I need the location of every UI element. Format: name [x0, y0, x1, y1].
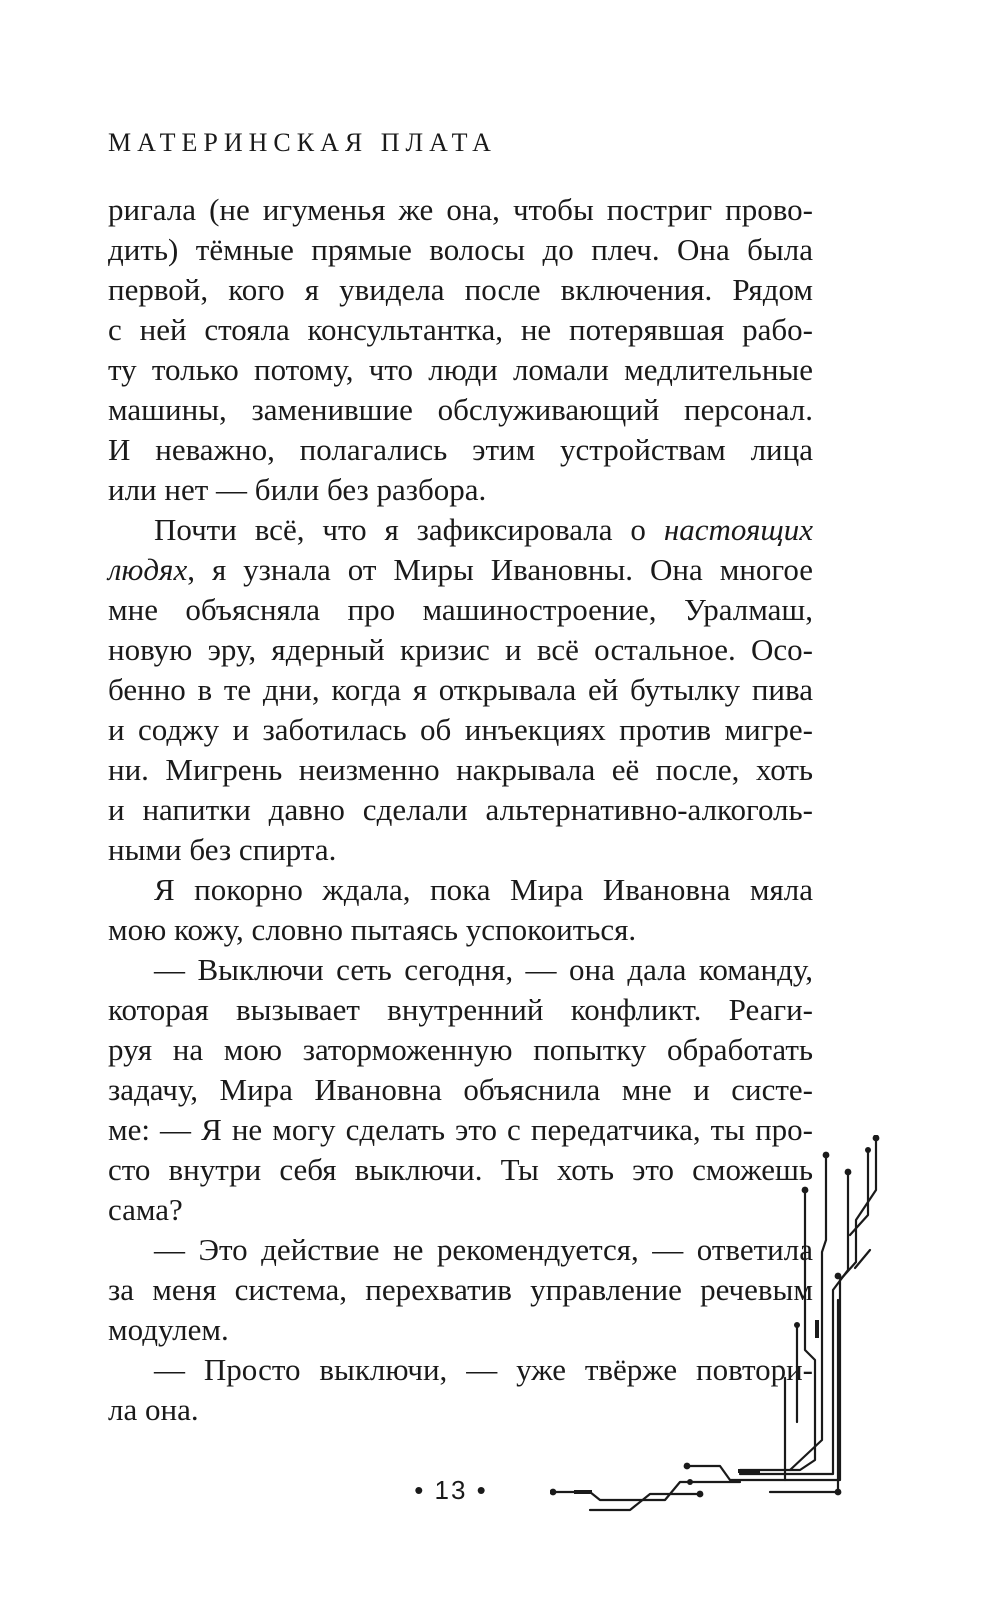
text-line: ными без спирта. — [108, 832, 337, 867]
text-line: Я покорно ждала, пока Мира Ивановна мяла — [154, 872, 813, 907]
text-line: машины, заменившие обслуживающий персонал. — [108, 392, 813, 427]
text-line: — Просто выключи, — уже твёрже повтори- — [154, 1352, 813, 1387]
text-line — [108, 550, 813, 590]
text-line: руя на мою заторможенную попытку обработать — [108, 1032, 813, 1067]
text-line: мою кожу, словно пытаясь успокоиться. — [108, 912, 637, 947]
text-segment: , я узнала от Миры Ивановны. Она многое — [187, 552, 813, 587]
italic-phrase: настоящих — [663, 512, 814, 547]
text-line: бенно в те дни, когда я открывала ей бутылку пива — [108, 672, 813, 707]
text-line: ме: — Я не могу сделать это с передатчика, ты про- — [108, 1112, 813, 1147]
text-line: ла она. — [108, 1392, 199, 1427]
text-line: которая вызывает внутренний конфликт. Реаги- — [108, 992, 813, 1027]
text-line: первой, кого я увидела после включения. Рядом — [108, 272, 813, 307]
text-line: сама? — [108, 1192, 183, 1227]
circuit-board-trace-icon — [550, 1135, 930, 1515]
text-line: модулем. — [108, 1312, 229, 1347]
text-line: — Это действие не рекомендуется, — ответила — [154, 1232, 813, 1267]
text-line: ту только потому, что люди ломали медлительные — [108, 352, 813, 387]
text-line: новую эру, ядерный кризис и всё остальное. Осо- — [108, 632, 813, 667]
text-line: мне объясняла про машиностроение, Уралмаш, — [108, 592, 813, 627]
text-line: ни. Мигрень неизменно накрывала её после, хоть — [108, 752, 813, 787]
text-line: дить) тёмные прямые волосы до плеч. Она была — [108, 232, 813, 267]
text-line: и соджу и заботилась об инъекциях против мигре- — [108, 712, 813, 747]
text-line: — Выключи сеть сегодня, — она дала команду, — [154, 952, 813, 987]
text-segment: Почти всё, что я зафиксировала о — [154, 512, 646, 547]
text-line — [108, 510, 813, 550]
text-line: ригала (не игуменья же она, чтобы постриг прово- — [108, 192, 813, 227]
text-line: за меня система, перехватив управление речевым — [108, 1272, 813, 1307]
italic-phrase: людях — [108, 552, 188, 587]
text-line: и напитки давно сделали альтернативно-алкоголь- — [108, 792, 813, 827]
text-line: задачу, Мира Ивановна объяснила мне и систе- — [108, 1072, 813, 1107]
page-number: • 13 • — [414, 1475, 488, 1505]
text-line: или нет — били без разбора. — [108, 472, 487, 507]
text-line: с ней стояла консультантка, не потерявшая рабо- — [108, 312, 813, 347]
text-line: сто внутри себя выключи. Ты хоть это сможешь — [108, 1152, 813, 1187]
text-line: И неважно, полагались этим устройствам лица — [108, 432, 813, 467]
running-title: МАТЕРИНСКАЯ ПЛАТА — [108, 128, 497, 157]
